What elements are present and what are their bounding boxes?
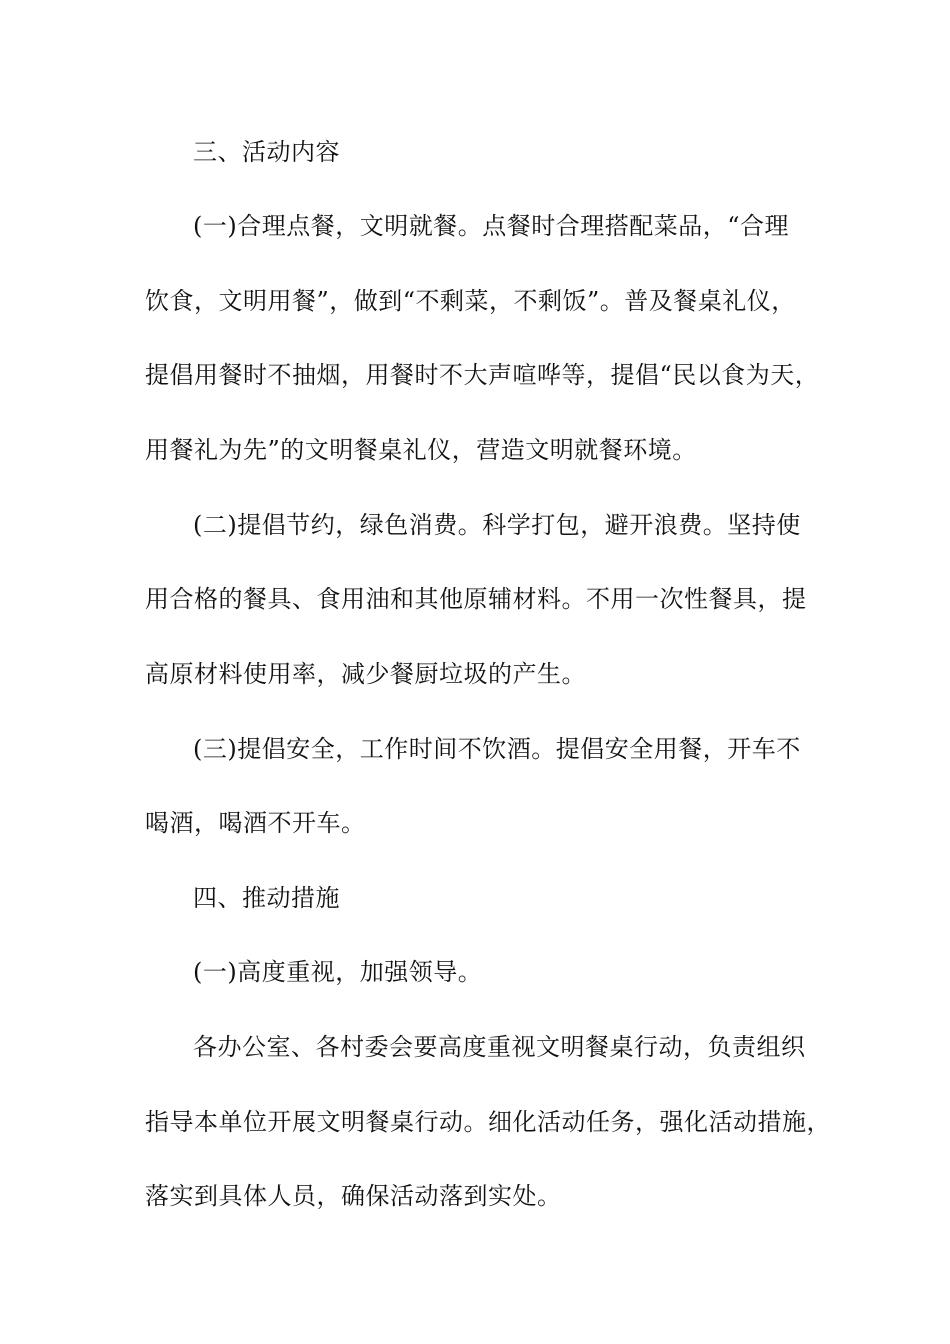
subsection-heading: (一)高度重视，加强领导。 [193,958,483,986]
paragraph-line: 高原材料使用率，减少餐厨垃圾的产生。 [145,660,586,688]
paragraph-line: 各办公室、各村委会要高度重视文明餐桌行动，负责组织 [193,1033,806,1061]
paragraph-line: 用合格的餐具、食用油和其他原辅材料。不用一次性餐具，提 [145,585,807,613]
paragraph-line: (三)提倡安全，工作时间不饮酒。提倡安全用餐，开车不 [193,735,801,763]
paragraph-line: 喝酒，喝酒不开车。 [145,809,366,837]
section-heading: 四、推动措施 [193,884,340,912]
paragraph-line: 饮食，文明用餐”，做到“不剩菜，不剩饭”。普及餐桌礼仪， [145,287,796,315]
paragraph-line: 提倡用餐时不抽烟，用餐时不大声喧哗等，提倡“民以食为天， [145,361,820,389]
paragraph-line: 指导本单位开展文明餐桌行动。细化活动任务，强化活动措施， [145,1108,831,1136]
paragraph-line: (一)合理点餐，文明就餐。点餐时合理搭配菜品，“合理 [193,212,789,240]
paragraph-line: 落实到具体人员，确保活动落到实处。 [145,1182,562,1210]
section-heading: 三、活动内容 [193,138,340,166]
paragraph-line: 用餐礼为先”的文明餐桌礼仪，营造文明就餐环境。 [145,436,697,464]
paragraph-line: (二)提倡节约，绿色消费。科学打包，避开浪费。坚持使 [193,511,801,539]
